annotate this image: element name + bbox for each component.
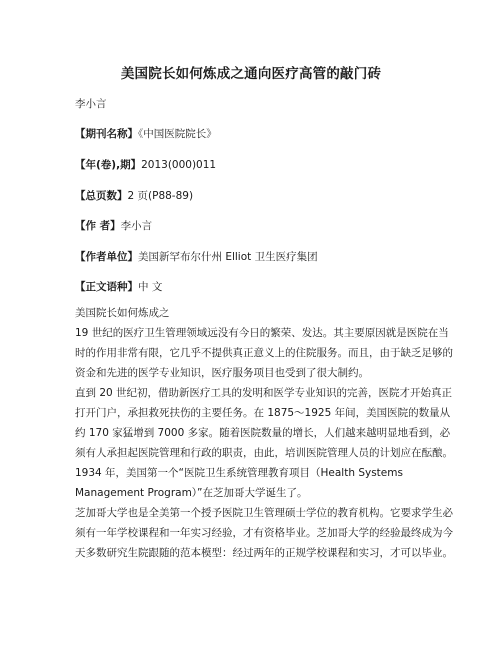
body-line: 时的作用非常有限，它几乎不提供真正意义上的住院服务。而且，由于缺乏足够的 [75, 347, 453, 359]
meta-label: 【正文语种】 [75, 281, 138, 293]
document-title: 美国院长如何炼成之通向医疗高管的敲门砖 [120, 66, 382, 82]
body-line: 须有一年学校课程和一年实习经验，才有资格毕业。芝加哥大学的经验最终成为今 [75, 527, 453, 539]
meta-value: 李小言 [120, 220, 153, 232]
body-line: 打开门户，承担救死扶伤的主要任务。在 1875～1925 年间，美国医院的数量从 [75, 407, 451, 419]
body-line: 芝加哥大学也是全美第一个授予医院卫生管理硕士学位的教育机构。它要求学生必 [75, 507, 453, 519]
meta-author [75, 219, 152, 233]
body-line: 须有人承担起医院管理和行政的职责，由此，培训医院管理人员的计划应在酝酿。 [75, 447, 453, 459]
meta-label: 【年(卷),期】 [75, 159, 142, 171]
body-line: 资金和先进的医学专业知识，医疗服务项目也受到了很大制约。 [75, 367, 369, 379]
meta-value: 中 文 [138, 281, 163, 293]
meta-value: 《中国医院院长》 [138, 128, 217, 140]
meta-label: 【总页数】 [75, 190, 128, 202]
meta-value: 2 页(P88-89) [127, 190, 194, 202]
body-line: 约 170 家猛增到 7000 多家。随着医院数量的增长，人们越来越明显地看到，必 [75, 427, 451, 439]
body-line: 1934 年，美国第一个“医院卫生系统管理教育项目（Health Systems [75, 467, 403, 479]
meta-pages [75, 189, 193, 203]
meta-value: 2013(000)011 [141, 159, 217, 171]
meta-label: 【期刊名称】 [75, 128, 138, 140]
body-line: 天多数研究生院跟随的范本模型：经过两年的正规学校课程和实习，才可以毕业。 [75, 547, 453, 559]
meta-label: 【作者单位】 [75, 251, 138, 263]
author-name: 李小言 [75, 98, 107, 110]
body-text [75, 303, 453, 563]
meta-value: 美国新罕布尔什州 Elliot 卫生医疗集团 [138, 251, 318, 263]
meta-affiliation [75, 250, 318, 264]
meta-volume [75, 158, 216, 172]
body-line: 19 世纪的医疗卫生管理领域远没有今日的繁荣、发达。其主要原因就是医院在当 [75, 327, 449, 339]
body-line: 直到 20 世纪初，借助新医疗工具的发明和医学专业知识的完善，医院才开始真正 [75, 387, 453, 399]
meta-label: 【作 者】 [75, 220, 121, 232]
meta-journal [75, 127, 217, 141]
body-line: Management Program）”在芝加哥大学诞生了。 [75, 487, 308, 499]
meta-language [75, 280, 162, 294]
body-line: 美国院长如何炼成之 [75, 307, 170, 319]
